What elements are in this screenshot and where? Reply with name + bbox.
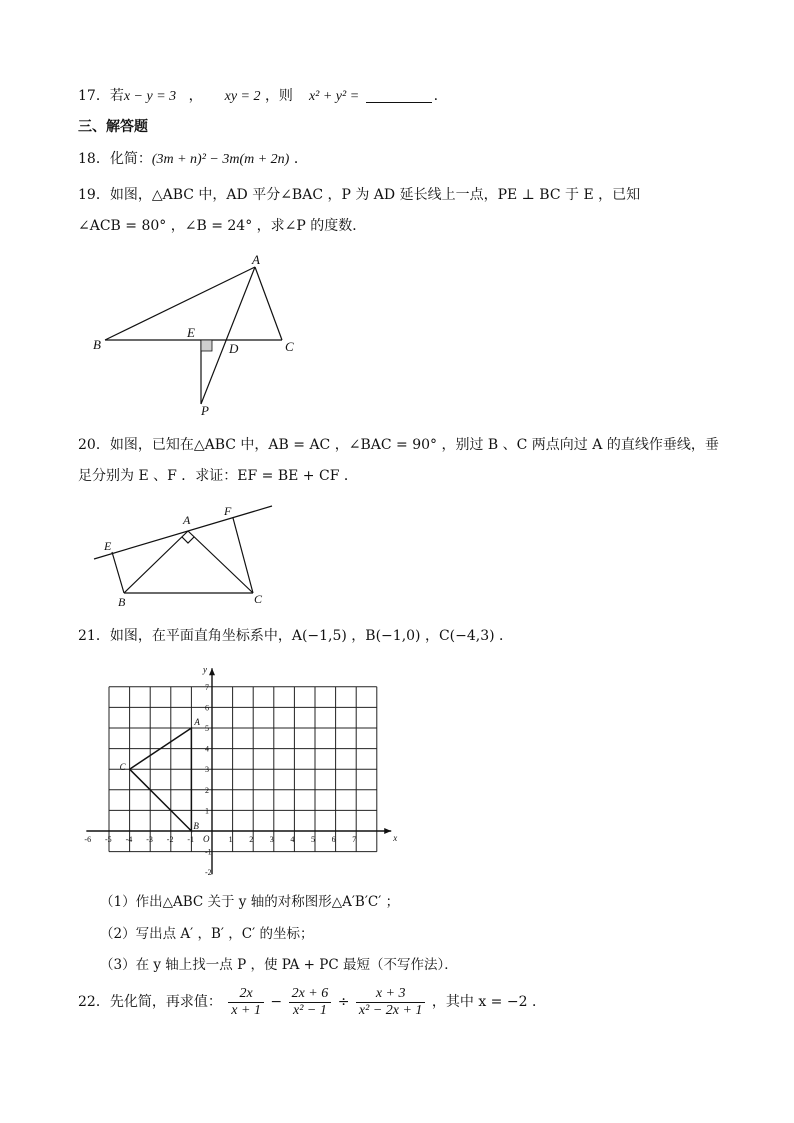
triangle-figure-19	[85, 252, 315, 422]
text: 如图，△ABC 中，AD 平分∠BAC ，P 为 AD 延长线上一点，PE ⊥ BC 于 E ，已知	[109, 187, 641, 203]
x-tick-label: 4	[290, 835, 295, 844]
math-expression: xy = 2	[224, 89, 261, 104]
coordinate-grid	[84, 663, 398, 883]
q21-subquestion-1: （1）作出△ABC 关于 y 轴的对称图形△A′B′C′ ；	[100, 894, 400, 910]
question-20-line2: 足分别为 E 、F ．求证：EF = BE + CF ．	[78, 468, 358, 484]
x-tick-label: -2	[166, 835, 174, 844]
fraction-1	[228, 986, 264, 1019]
x-axis-arrow	[384, 828, 391, 834]
denominator: x² − 1	[293, 1002, 327, 1018]
question-number: 21．	[78, 628, 110, 644]
q21-subquestion-3: （3）在 y 轴上找一点 P ，使 PA + PC 最短（不写作法）．	[100, 957, 458, 973]
x-axis-label: x	[393, 833, 398, 843]
segment-AC	[188, 531, 253, 593]
x-tick-label: 7	[352, 835, 357, 844]
triangle-figure-20	[90, 498, 280, 610]
y-tick-label: 3	[205, 765, 209, 775]
question-22	[78, 983, 546, 1021]
text: 化简：	[109, 151, 152, 167]
question-20	[78, 435, 719, 455]
triangle-ABC	[130, 728, 192, 831]
question-18	[78, 149, 308, 170]
x-tick-label: 3	[269, 835, 274, 844]
question-number: 22．	[78, 994, 110, 1010]
math-expression: x² + y² =	[308, 89, 360, 104]
y-tick-label: 5	[205, 724, 209, 733]
origin-label: O	[203, 834, 210, 844]
y-tick-label: 2	[205, 785, 209, 795]
text: ，其中 x = −2 ．	[431, 994, 546, 1010]
label-B: B	[193, 821, 199, 831]
y-axis-label: y	[203, 664, 207, 675]
operator: −	[270, 994, 283, 1010]
label-F: F	[224, 504, 232, 518]
x-tick-label: -1	[187, 835, 195, 844]
text: 先化简，再求值：	[109, 994, 222, 1010]
label-C: C	[254, 592, 263, 606]
x-tick-label: -5	[105, 835, 112, 844]
question-21	[78, 626, 513, 646]
label-P: P	[201, 403, 209, 418]
y-axis-arrow	[209, 668, 215, 675]
text: 若	[109, 88, 124, 104]
x-tick-label: 2	[249, 835, 254, 844]
y-tick-label: 1	[205, 806, 209, 816]
math-expression: (3m + n)² − 3m(m + 2n)	[151, 152, 290, 167]
answer-blank[interactable]	[366, 88, 432, 103]
label-D: D	[229, 341, 239, 356]
x-tick-label: -6	[84, 835, 92, 844]
question-19	[78, 185, 640, 205]
denominator: x² − 2x + 1	[358, 1002, 423, 1018]
fraction-3	[356, 986, 426, 1019]
label-A: A	[194, 717, 200, 727]
x-tick-label: 5	[311, 835, 315, 844]
segment-AC	[255, 267, 282, 340]
x-tick-label: 1	[228, 835, 233, 844]
text: 如图，已知在△ABC 中，AB = AC ，∠BAC = 90° ，别过 B 、C 两点向过 A 的直线作垂线，垂	[109, 437, 719, 453]
numerator: 2x + 6	[289, 986, 332, 1003]
right-angle-marker	[182, 537, 194, 543]
segment-CF	[233, 518, 253, 593]
x-tick-label: -4	[125, 835, 133, 844]
separator: ，	[188, 88, 203, 104]
y-tick-label: -2	[205, 868, 212, 878]
y-tick-label: 7	[205, 682, 209, 692]
section-title: 三、解答题	[78, 119, 148, 135]
text: ．	[293, 151, 308, 167]
label-E: E	[187, 325, 195, 340]
question-number: 17．	[78, 88, 110, 104]
denominator: x + 1	[231, 1002, 261, 1018]
fraction-2	[289, 986, 332, 1019]
label-E: E	[104, 539, 112, 553]
right-angle-marker	[201, 340, 212, 351]
y-tick-label: 6	[205, 703, 209, 713]
question-17	[78, 86, 438, 107]
segment-AP	[201, 267, 255, 404]
x-tick-label: 6	[331, 835, 336, 844]
q21-subquestion-2: （2）写出点 A′ ，B′ ，C′ 的坐标；	[100, 926, 314, 942]
operator: ÷	[337, 994, 350, 1010]
question-number: 18．	[78, 151, 110, 167]
segment-BA	[105, 267, 255, 340]
label-C: C	[119, 762, 126, 773]
label-A: A	[252, 252, 260, 267]
text: .	[433, 88, 439, 104]
math-expression: x − y = 3	[123, 89, 177, 104]
label-B: B	[118, 595, 126, 609]
numerator: 2x	[228, 986, 264, 1003]
text: 如图，在平面直角坐标系中，A(−1,5) ，B(−1,0) ，C(−4,3) ．	[109, 628, 514, 644]
question-19-line2: ∠ACB = 80° ，∠B = 24° ，求∠P 的度数．	[78, 218, 367, 234]
x-tick-label: -3	[146, 835, 153, 844]
y-tick-label: 4	[205, 744, 209, 754]
question-number: 19．	[78, 187, 110, 203]
numerator: x + 3	[356, 986, 426, 1003]
question-number: 20．	[78, 437, 110, 453]
segment-BE	[112, 552, 124, 593]
label-C: C	[285, 339, 294, 354]
label-A: A	[183, 513, 191, 527]
y-tick-label: -1	[205, 847, 212, 857]
text: ，则	[264, 88, 293, 104]
label-B: B	[93, 337, 101, 352]
